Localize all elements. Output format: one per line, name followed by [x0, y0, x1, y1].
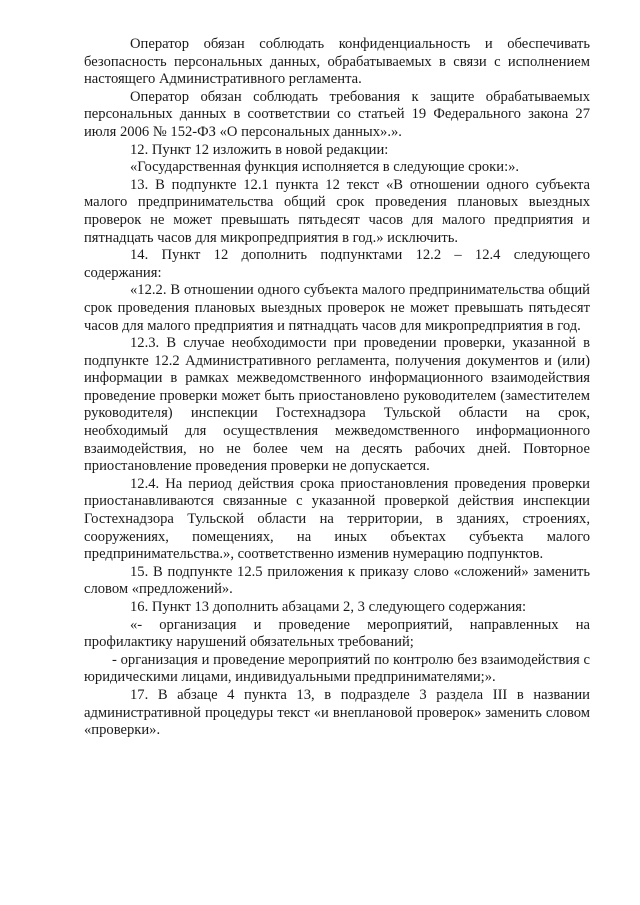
- paragraph-item-14: 14. Пункт 12 дополнить подпунктами 12.2 – 12.4 следующего содержания:: [84, 247, 590, 281]
- paragraph-operator-confidentiality: Оператор обязан соблюдать конфиденциальность и обеспечивать безопасность персональных данных, обрабатываемых в связи с исполнением настоящего Административного регламента.: [84, 36, 590, 88]
- paragraph-item-12-text: «Государственная функция исполняется в следующие сроки:».: [130, 159, 520, 176]
- paragraph-item-16-abzac-3: - организация и проведение мероприятий по контролю без взаимодействия с юридическими лицами, индивидуальными предпринимателями;».: [84, 651, 590, 686]
- paragraph-operator-protection: Оператор обязан соблюдать требования к защите обрабатываемых персональных данных в соответствии со статьей 19 Федерального закона 27 июля 2006 № 152-ФЗ «О персональных данных».».: [84, 88, 590, 140]
- paragraph-item-15: 15. В подпункте 12.5 приложения к приказу слово «сложений» заменить словом «предложений».: [84, 563, 590, 598]
- document-body: [84, 36, 590, 740]
- paragraph-item-16-abzac-2: «- организация и проведение мероприятий, направленных на профилактику нарушений обязательных требований;: [84, 616, 590, 651]
- paragraph-subitem-12-2: «12.2. В отношении одного субъекта малого предпринимательства общий срок проведения плановых выездных проверок не может превышать пятьдесят часов для малого предприятия и пятнадцать часов для микропредприятия в год.: [84, 282, 590, 334]
- paragraph-item-16: 16. Пункт 13 дополнить абзацами 2, 3 следующего содержания:: [130, 599, 527, 615]
- paragraph-item-17: 17. В абзаце 4 пункта 13, в подразделе 3 раздела III в названии административной процедуры текст «и внеплановой проверок» заменить словом «проверки».: [84, 686, 590, 739]
- paragraph-subitem-12-4: 12.4. На период действия срока приостановления проведения проверки приостанавливаются связанные с указанной проверкой действия инспекции Гостехнадзора Тульской области на территории, в зданиях, строениях, сооружениях, помещениях, на иных объектах субъекта малого предпринимательства.», соответственно изменив нумерацию подпунктов.: [84, 475, 590, 563]
- paragraph-item-13: 13. В подпункте 12.1 пункта 12 текст «В отношении одного субъекта малого предпринимательства общий срок проведения плановых выездных проверок не может превышать пятьдесят часов для малого предприятия и пятнадцать часов для микропредприятия в год.» исключить.: [84, 176, 590, 246]
- paragraph-subitem-12-3: 12.3. В случае необходимости при проведении проверки, указанной в подпункте 12.2 Административного регламента, получения документов и (или) информации в рамках межведомственного информационного взаимодействия проведение проверки может быть приостановлено руководителем (заместителем руководителя) инспекции Гостехнадзора Тульской области на срок, необходимый для осуществления межведомственного информационного взаимодействия, но не более чем на десять рабочих дней. Повторное приостановление проведения проверки не допускается.: [84, 335, 590, 475]
- paragraph-item-12: 12. Пункт 12 изложить в новой редакции:: [130, 141, 389, 158]
